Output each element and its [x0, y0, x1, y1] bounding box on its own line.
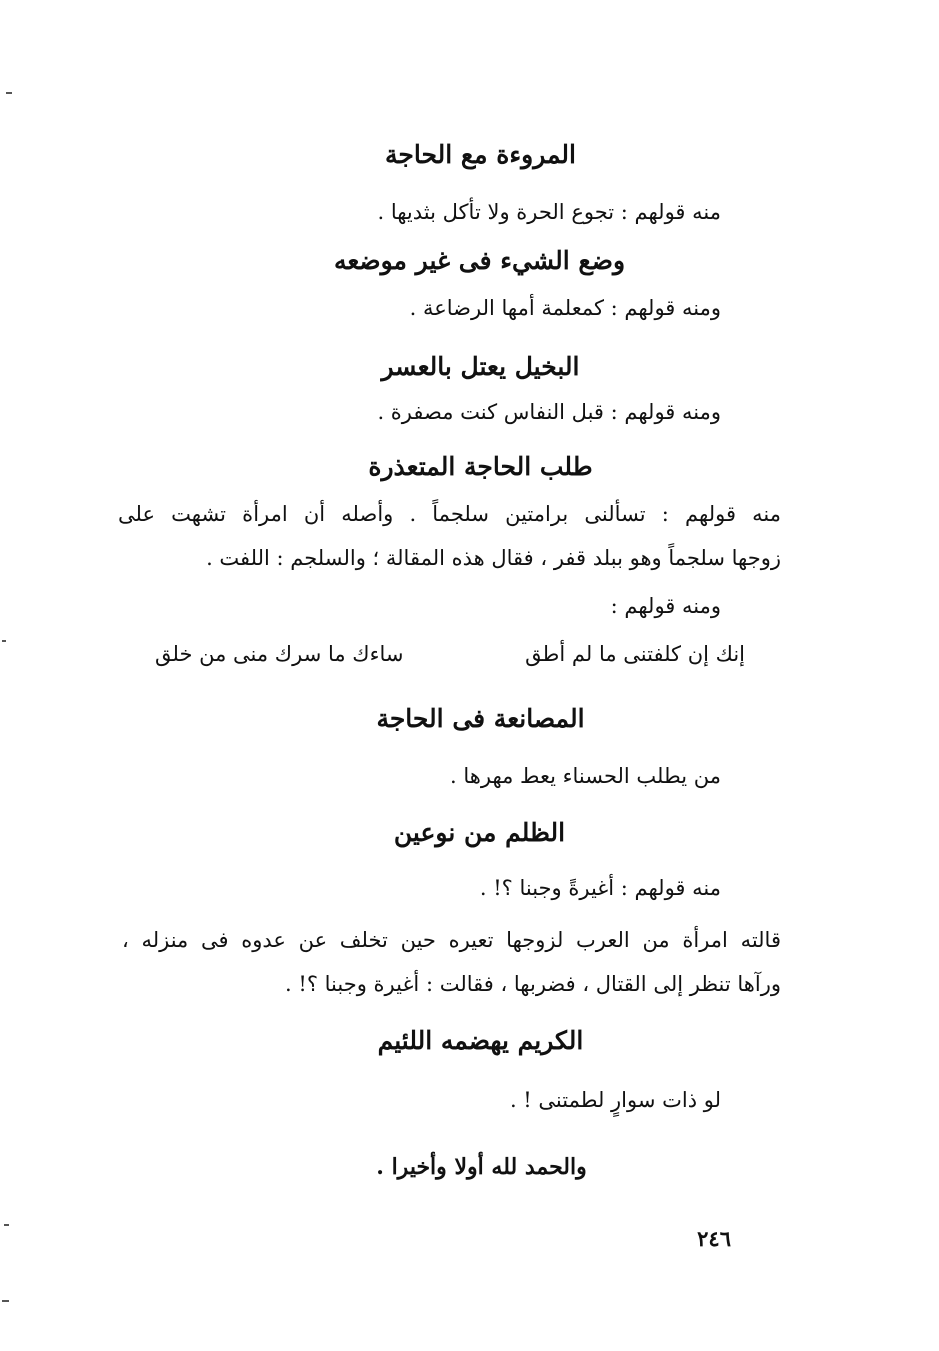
verse: [155, 642, 745, 678]
margin-mark: [6, 92, 12, 94]
paragraph-line: ومنه قولهم :: [610, 594, 721, 618]
section-heading: البخيل يعتل بالعسر: [381, 352, 580, 381]
section-heading: المروءة مع الحاجة: [384, 140, 576, 169]
paragraph-line: منه قولهم : تسألنى برامتين سلجماً . وأصله أن امرأة تشهت على: [118, 502, 781, 526]
verse-second-hemistich: ساءك ما سرك منى من خلق: [155, 642, 404, 666]
closing-line: والحمد لله أولا وأخيرا .: [376, 1154, 587, 1180]
margin-mark: [4, 1224, 9, 1226]
paragraph-line: لو ذات سوارٍ لطمتنى ! .: [509, 1088, 721, 1112]
verse-first-hemistich: إنك إن كلفتنى ما لم أطق: [525, 642, 745, 666]
paragraph-line: قالته امرأة من العرب لزوجها تعيره حين تخلف عن عدوه فى منزله ،: [122, 928, 781, 952]
paragraph-line: ومنه قولهم : قبل النفاس كنت مصفرة .: [377, 400, 721, 424]
section-heading: الكريم يهضمه اللئيم: [377, 1026, 584, 1055]
section-heading: وضع الشيء فى غير موضعه: [333, 246, 626, 275]
margin-mark: [2, 640, 6, 642]
paragraph-line: ورآها تنظر إلى القتال ، فضربها ، فقالت : أغيرة وجبنا ؟! .: [285, 972, 781, 996]
margin-mark: [2, 1300, 9, 1302]
paragraph-line: ومنه قولهم : كمعلمة أمها الرضاعة .: [409, 296, 721, 320]
paragraph-line: منه قولهم : أغيرةً وجبنا ؟! .: [479, 876, 721, 900]
section-heading: طلب الحاجة المتعذرة: [368, 452, 593, 481]
page-number: ٢٤٦: [697, 1226, 731, 1251]
paragraph-line: منه قولهم : تجوع الحرة ولا تأكل بثديها .: [377, 200, 721, 224]
section-heading: الظلم من نوعين: [393, 818, 566, 847]
section-heading: المصانعة فى الحاجة: [376, 704, 585, 733]
paragraph-line: من يطلب الحسناء يعط مهرها .: [450, 764, 721, 788]
paragraph-line: زوجها سلجماً وهو ببلد قفر ، فقال هذه المقالة ؛ والسلجم : اللفت .: [206, 546, 781, 570]
